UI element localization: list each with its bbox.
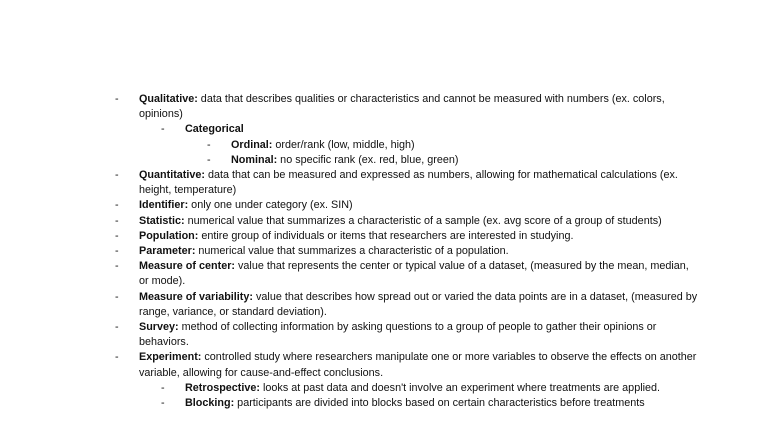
term-definition: controlled study where researchers manipulate one or more variables to observe the effects on another variable, allowing for cause-and-effect conclusions. [139,351,697,379]
term-label: Statistic: [139,214,185,227]
term-label: Measure of center: [139,260,236,273]
bullet-dash: - [115,321,119,334]
list-item-identifier [0,198,784,213]
list-item-categorical [0,122,784,137]
list-item-ordinal [0,138,784,153]
list-item-blocking [0,396,784,411]
bullet-dash: - [115,214,119,227]
list-item-text [139,290,699,320]
list-item-text [139,244,699,259]
list-item-text [185,396,695,411]
list-item-text [231,153,701,168]
term-definition: data that can be measured and expressed as numbers, allowing for mathematical calculations (ex. height, temperature) [139,169,678,197]
list-item-text [185,122,695,137]
bullet-dash: - [115,245,119,258]
bullet-dash: - [115,351,119,364]
list-item-qualitative [0,92,784,122]
list-item-text [139,259,699,289]
bullet-dash: - [115,169,119,182]
bullet-dash: - [115,199,119,212]
term-label: Qualitative: [139,93,198,105]
list-item-text [139,320,699,350]
list-item-survey [0,320,784,350]
term-label: Nominal: [231,153,278,166]
term-definition: participants are divided into blocks based on certain characteristics before treatments [234,397,645,410]
term-definition: numerical value that summarizes a characteristic of a sample (ex. avg score of a group of students) [184,214,662,227]
term-label: Blocking: [185,397,235,410]
list-item-measure-of-variability [0,290,784,320]
term-label: Retrospective: [185,381,261,394]
term-definition: value that represents the center or typical value of a dataset, (measured by the mean, median, or mode). [139,260,689,288]
term-label: Parameter: [139,245,196,258]
term-label: Categorical [185,123,244,136]
list-item-text [139,168,699,198]
list-item-experiment [0,350,784,380]
term-label: Experiment: [139,351,202,364]
bullet-dash: - [115,260,119,273]
term-definition: entire group of individuals or items that researchers are interested in studying. [198,229,574,242]
term-label: Survey: [139,321,179,334]
list-item-population [0,229,784,244]
term-definition: numerical value that summarizes a characteristic of a population. [195,245,509,258]
bullet-dash: - [161,397,165,410]
list-item-statistic [0,214,784,229]
list-item-text [139,214,699,229]
term-definition: order/rank (low, middle, high) [272,138,415,151]
bullet-dash: - [161,123,165,136]
list-item-text [139,92,699,122]
term-label: Measure of variability: [139,290,254,303]
list-item-measure-of-center [0,259,784,289]
bullet-dash: - [115,290,119,303]
bullet-dash: - [115,229,119,242]
term-definition: no specific rank (ex. red, blue, green) [277,153,459,166]
term-definition: data that describes qualities or characteristics and cannot be measured with numbers (ex. colors, opinions) [139,93,665,121]
term-label: Quantitative: [139,169,205,182]
term-definition: value that describes how spread out or varied the data points are in a dataset, (measured by range, variance, or standard deviation). [139,290,698,318]
term-label: Identifier: [139,199,189,212]
term-label: Ordinal: [231,138,273,151]
term-label: Population: [139,229,199,242]
bullet-notes-list [0,92,784,411]
list-item-quantitative [0,168,784,198]
list-item-text [139,198,699,213]
list-item-text [185,381,695,396]
bullet-dash: - [115,93,119,105]
list-item-text [139,350,699,380]
bullet-dash: - [207,153,211,166]
list-item-parameter [0,244,784,259]
list-item-text [231,138,701,153]
bullet-dash: - [161,381,165,394]
bullet-dash: - [207,138,211,151]
list-item-nominal [0,153,784,168]
term-definition: only one under category (ex. SIN) [188,199,353,212]
term-definition: looks at past data and doesn't involve an experiment where treatments are applied. [260,381,661,394]
list-item-text [139,229,699,244]
term-definition: method of collecting information by asking questions to a group of people to gather their opinions or behaviors. [139,321,657,349]
list-item-retrospective [0,381,784,396]
